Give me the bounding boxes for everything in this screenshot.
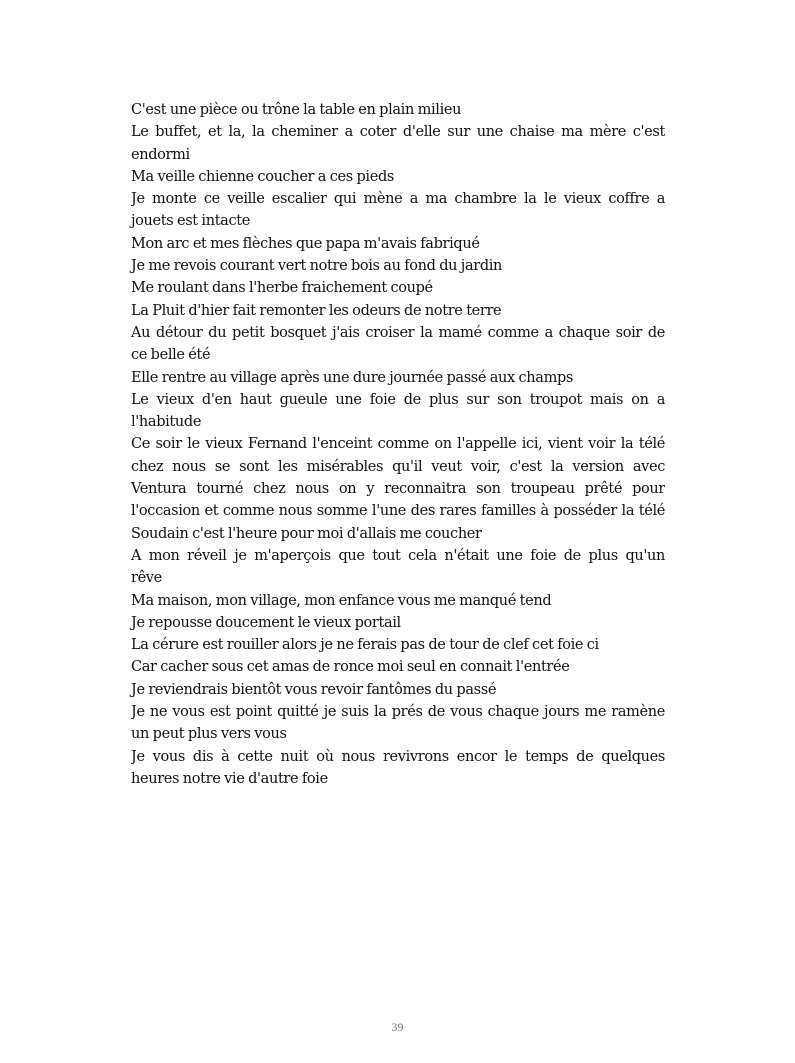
text-line: Le buffet, et la, la cheminer a coter d'elle sur une chaise ma mère c'est <box>131 124 665 141</box>
text-line: chez nous se sont les misérables qu'il veut voir, c'est la version avec <box>131 458 665 475</box>
text-line: Ma veille chienne coucher a ces pieds <box>131 168 394 185</box>
text-line: Ventura tourné chez nous on y reconnaitra son troupeau prêté pour <box>131 481 665 498</box>
text-line: Je monte ce veille escalier qui mène a ma chambre la le vieux coffre a <box>131 191 665 208</box>
text-line: Je me revois courant vert notre bois au fond du jardin <box>131 258 503 275</box>
text-line: Je ne vous est point quitté je suis la prés de vous chaque jours me ramène <box>131 704 665 721</box>
text-line: Soudain c'est l'heure pour moi d'allais me coucher <box>131 525 482 542</box>
text-line: La Pluit d'hier fait remonter les odeurs de notre terre <box>131 302 502 319</box>
text-line: Au détour du petit bosquet j'ais croiser la mamé comme a chaque soir de <box>131 324 665 341</box>
text-line: ce belle été <box>131 347 211 364</box>
text-line: Ma maison, mon village, mon enfance vous me manqué tend <box>131 592 552 609</box>
text-line: jouets est intacte <box>131 213 250 230</box>
text-line: l'occasion et comme nous somme l'une des rares familles à posséder la télé <box>131 503 665 520</box>
text-line: Mon arc et mes flèches que papa m'avais fabriqué <box>131 235 480 252</box>
text-line: Ce soir le vieux Fernand l'enceint comme on l'appelle ici, vient voir la télé <box>131 436 665 453</box>
text-line: un peut plus vers vous <box>131 726 287 743</box>
text-line: Le vieux d'en haut gueule une foie de plus sur son troupot mais on a <box>131 391 665 408</box>
poem-text-block <box>131 99 665 790</box>
text-line: endormi <box>131 146 190 163</box>
text-line: Me roulant dans l'herbe fraichement coupé <box>131 280 433 297</box>
text-line: Elle rentre au village après une dure journée passé aux champs <box>131 369 574 386</box>
text-line: Je reviendrais bientôt vous revoir fantômes du passé <box>131 681 497 698</box>
text-line: A mon réveil je m'aperçois que tout cela n'était une foie de plus qu'un <box>131 547 665 564</box>
text-line: La cérure est rouiller alors je ne ferais pas de tour de clef cet foie ci <box>131 637 599 654</box>
page-number: 39 <box>391 1020 404 1034</box>
text-line: Je repousse doucement le vieux portail <box>131 614 401 631</box>
text-line: heures notre vie d'autre foie <box>131 770 328 787</box>
text-line: l'habitude <box>131 414 202 431</box>
text-line: rêve <box>131 570 162 587</box>
text-line: Car cacher sous cet amas de ronce moi seul en connait l'entrée <box>131 659 570 676</box>
text-line: C'est une pièce ou trône la table en plain milieu <box>131 102 462 118</box>
text-line: Je vous dis à cette nuit où nous revivrons encor le temps de quelques <box>131 748 665 765</box>
